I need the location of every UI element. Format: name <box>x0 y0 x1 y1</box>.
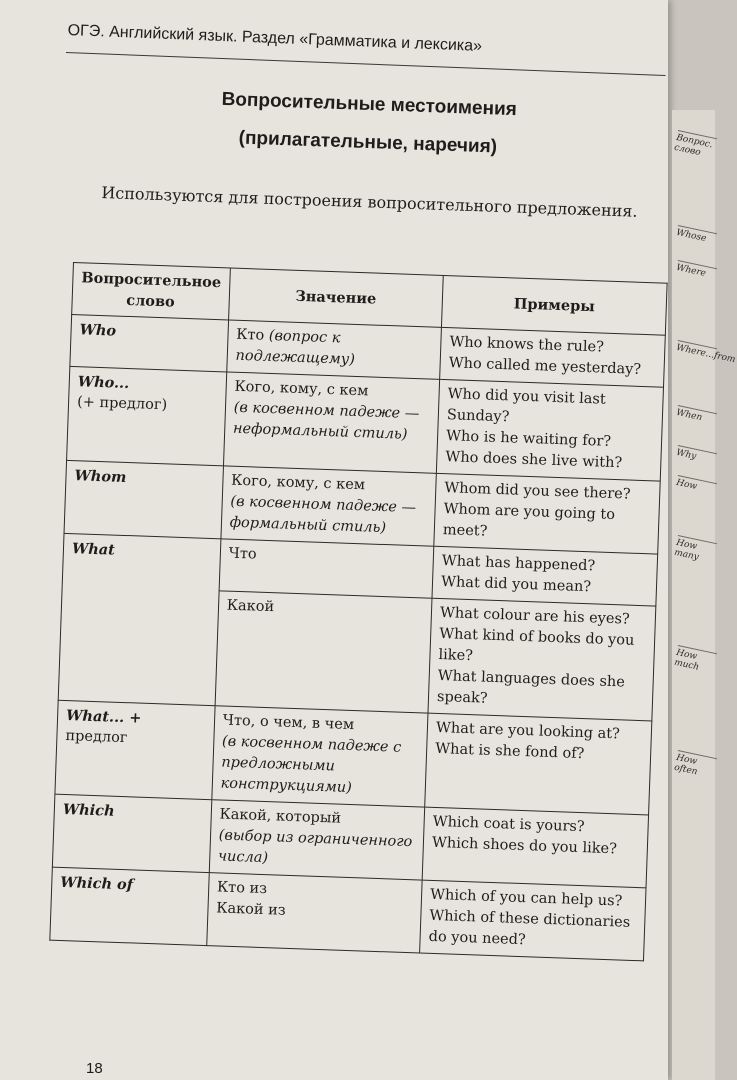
examples-cell <box>425 713 652 815</box>
meaning-cell <box>209 800 425 880</box>
adjacent-page-fragment: Вопрос. слово <box>673 130 717 161</box>
example-sentence: What are you looking at? <box>435 719 621 743</box>
running-head: ОГЭ. Английский язык. Раздел «Грамматика и лексика» <box>67 22 483 55</box>
question-word: What... + <box>65 707 142 727</box>
meaning-text: Что <box>228 545 257 563</box>
adjacent-page-fragment: How much <box>673 645 717 676</box>
examples-cell <box>420 880 646 961</box>
example-sentence: What is she fond of? <box>434 740 585 763</box>
adjacent-page-fragment: Why <box>675 445 717 466</box>
meaning-note: (выбор из ограниченного числа) <box>217 827 413 867</box>
word-cell <box>52 794 211 872</box>
adjacent-page-fragment: Where...from <box>675 340 717 361</box>
adjacent-page-fragment: Whose <box>675 225 717 246</box>
question-word: Which of <box>60 873 134 894</box>
examples-cell <box>428 598 656 721</box>
example-sentence: Who called me yesterday? <box>448 355 642 378</box>
word-extra: предлог <box>65 728 128 747</box>
adjacent-page-fragment: How many <box>673 535 717 566</box>
header-rule <box>66 52 666 76</box>
example-sentence: What kind of books do you like? <box>438 626 635 665</box>
meaning-note: (в косвенном падеже — формальный стиль) <box>229 493 417 537</box>
meaning-cell <box>226 320 441 379</box>
meaning-text: Кто из <box>216 879 268 898</box>
page-title <box>137 78 599 170</box>
header-examples: Примеры <box>441 275 667 335</box>
word-cell <box>67 366 227 465</box>
example-sentence: Whom are you going to meet? <box>442 501 616 540</box>
title-line-1: Вопросительные местоимения <box>221 88 518 121</box>
example-sentence: Who did you visit last Sunday? <box>446 386 606 426</box>
word-cell <box>70 314 228 371</box>
examples-cell <box>436 379 663 481</box>
pronoun-table <box>49 262 667 961</box>
word-cell <box>50 867 209 945</box>
example-sentence: What has happened? <box>441 553 596 575</box>
adjacent-page-fragment: When <box>675 405 717 426</box>
example-sentence: Which of you can help us? <box>429 886 623 910</box>
adjacent-page-edge <box>672 110 737 1080</box>
word-cell <box>64 460 223 538</box>
meaning-text: Какой, который <box>219 806 342 827</box>
examples-cell <box>434 473 660 554</box>
examples-cell <box>440 327 666 387</box>
intro-paragraph: Используются для построения вопросительного предложения. <box>101 183 638 221</box>
meaning-text: Что, о чем, в чем <box>222 712 355 734</box>
meaning-text: Кто <box>236 326 265 344</box>
example-sentence: Who knows the rule? <box>449 334 605 356</box>
example-sentence: Which of these dictionaries do you need? <box>428 907 631 949</box>
meaning-cell <box>223 372 439 473</box>
example-sentence: What did you mean? <box>440 574 592 596</box>
meaning-note: (в косвенном падеже с предложными конструкциями) <box>220 733 402 797</box>
question-word: Which <box>62 800 115 820</box>
word-cell <box>58 533 220 705</box>
meaning-text: Кого, кому, с кем <box>230 472 366 494</box>
example-sentence: Who does she live with? <box>445 449 623 472</box>
meaning-text-2: Какой из <box>215 900 286 919</box>
header-word: Вопросительное слово <box>72 263 230 320</box>
example-sentence: What colour are his eyes? <box>439 605 630 628</box>
adjacent-page-fragment: How often <box>673 750 717 781</box>
page-number: 18 <box>86 1060 103 1077</box>
example-sentence: Which coat is yours? <box>432 813 585 836</box>
word-extra: (+ предлог) <box>76 394 168 414</box>
word-cell <box>55 700 215 799</box>
title-line-2: (прилагательные, наречия) <box>238 127 498 158</box>
meaning-note: (в косвенном падеже — неформальный стиль) <box>232 399 420 443</box>
question-word: Who... <box>77 373 130 393</box>
meaning-cell <box>215 591 432 713</box>
question-word: Whom <box>74 467 127 486</box>
question-word: What <box>71 540 116 559</box>
examples-cell <box>432 546 658 606</box>
meaning-cell <box>219 539 434 598</box>
example-sentence: Which shoes do you like? <box>431 834 618 858</box>
question-word: Who <box>79 321 117 340</box>
header-meaning: Значение <box>228 268 443 327</box>
meaning-note: (вопрос к подлежащему) <box>235 327 356 368</box>
adjacent-page-fragment: How <box>675 475 717 496</box>
meaning-cell <box>212 706 428 807</box>
pronoun-table-wrapper <box>49 262 667 961</box>
meaning-cell <box>221 466 437 546</box>
example-sentence: Whom did you see there? <box>444 480 631 503</box>
meaning-text: Какой <box>226 597 275 616</box>
examples-cell <box>422 807 648 888</box>
meaning-cell <box>206 873 422 953</box>
example-sentence: What languages does she speak? <box>436 667 626 707</box>
adjacent-page-fragment: Where <box>675 260 717 281</box>
example-sentence: Who is he waiting for? <box>445 428 612 450</box>
meaning-text: Кого, кому, с кем <box>234 378 369 400</box>
